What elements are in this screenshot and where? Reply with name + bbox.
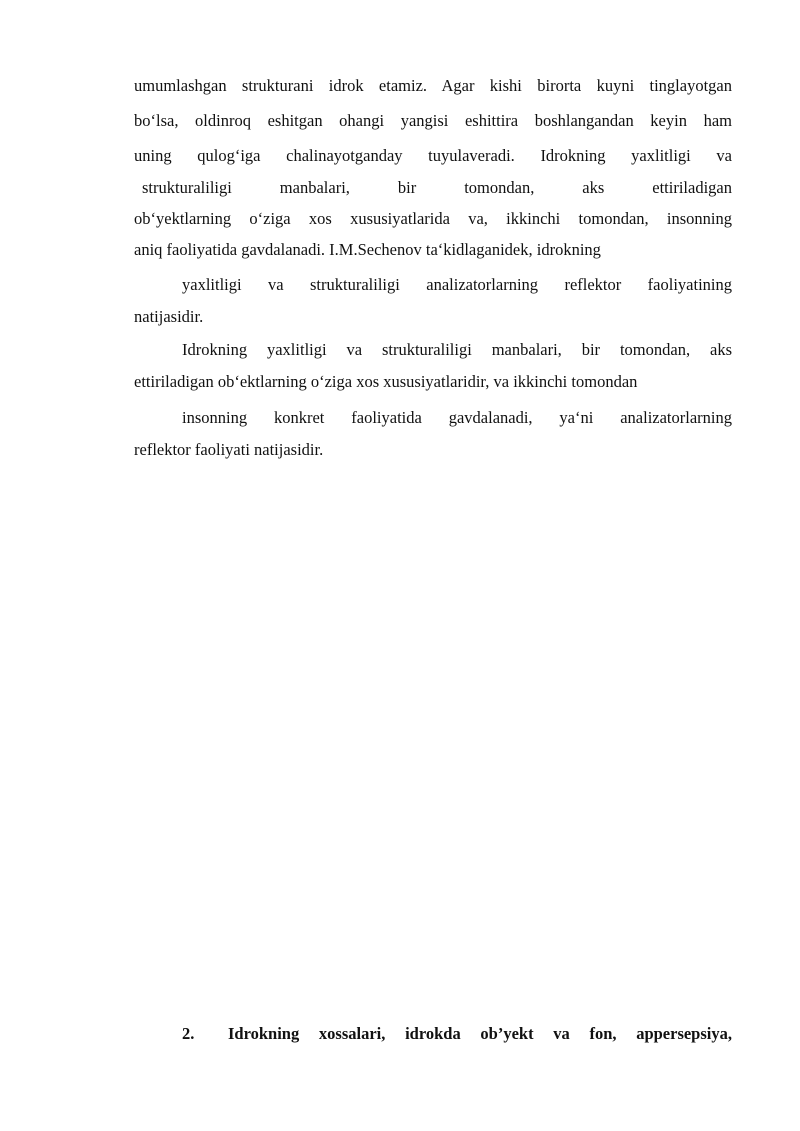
paragraph-line: uning qulog‘iga chalinayotganday tuyulaveradi. Idrokning yaxlitligi va — [134, 146, 732, 165]
paragraph-line: aniq faoliyatida gavdalanadi. I.M.Sechenov ta‘kidlaganidek, idrokning — [134, 240, 601, 259]
paragraph-line: insonning konkret faoliyatida gavdalanadi, ya‘ni analizatorlarning — [182, 408, 732, 427]
paragraph-line: natijasidir. — [134, 307, 204, 326]
paragraph-line: umumlashgan strukturani idrok etamiz. Agar kishi birorta kuyni tinglayotgan — [134, 76, 732, 95]
paragraph-line: reflektor faoliyati natijasidir. — [134, 440, 324, 459]
section-title: Idrokning xossalari, idrokda ob’yekt va fon, appersepsiya, — [228, 1024, 732, 1043]
paragraph-line: ob‘yektlarning o‘ziga xos xususiyatlarida va, ikkinchi tomondan, insonning — [134, 209, 732, 228]
section-number: 2. — [182, 1024, 195, 1043]
section-heading — [182, 1024, 732, 1044]
paragraph-line: bo‘lsa, oldinroq eshitgan ohangi yangisi eshittira boshlangandan keyin ham — [134, 111, 732, 130]
paragraph-line: ettiriladigan ob‘ektlarning o‘ziga xos xususiyatlaridir, va ikkinchi tomondan — [134, 372, 638, 391]
paragraph-line: yaxlitligi va strukturaliligi analizatorlarning reflektor faoliyatining — [182, 275, 732, 294]
paragraph-line: strukturaliligi manbalari, bir tomondan, aks ettiriladigan — [142, 178, 732, 197]
paragraph-line: Idrokning yaxlitligi va strukturaliligi manbalari, bir tomondan, aks — [182, 340, 732, 359]
